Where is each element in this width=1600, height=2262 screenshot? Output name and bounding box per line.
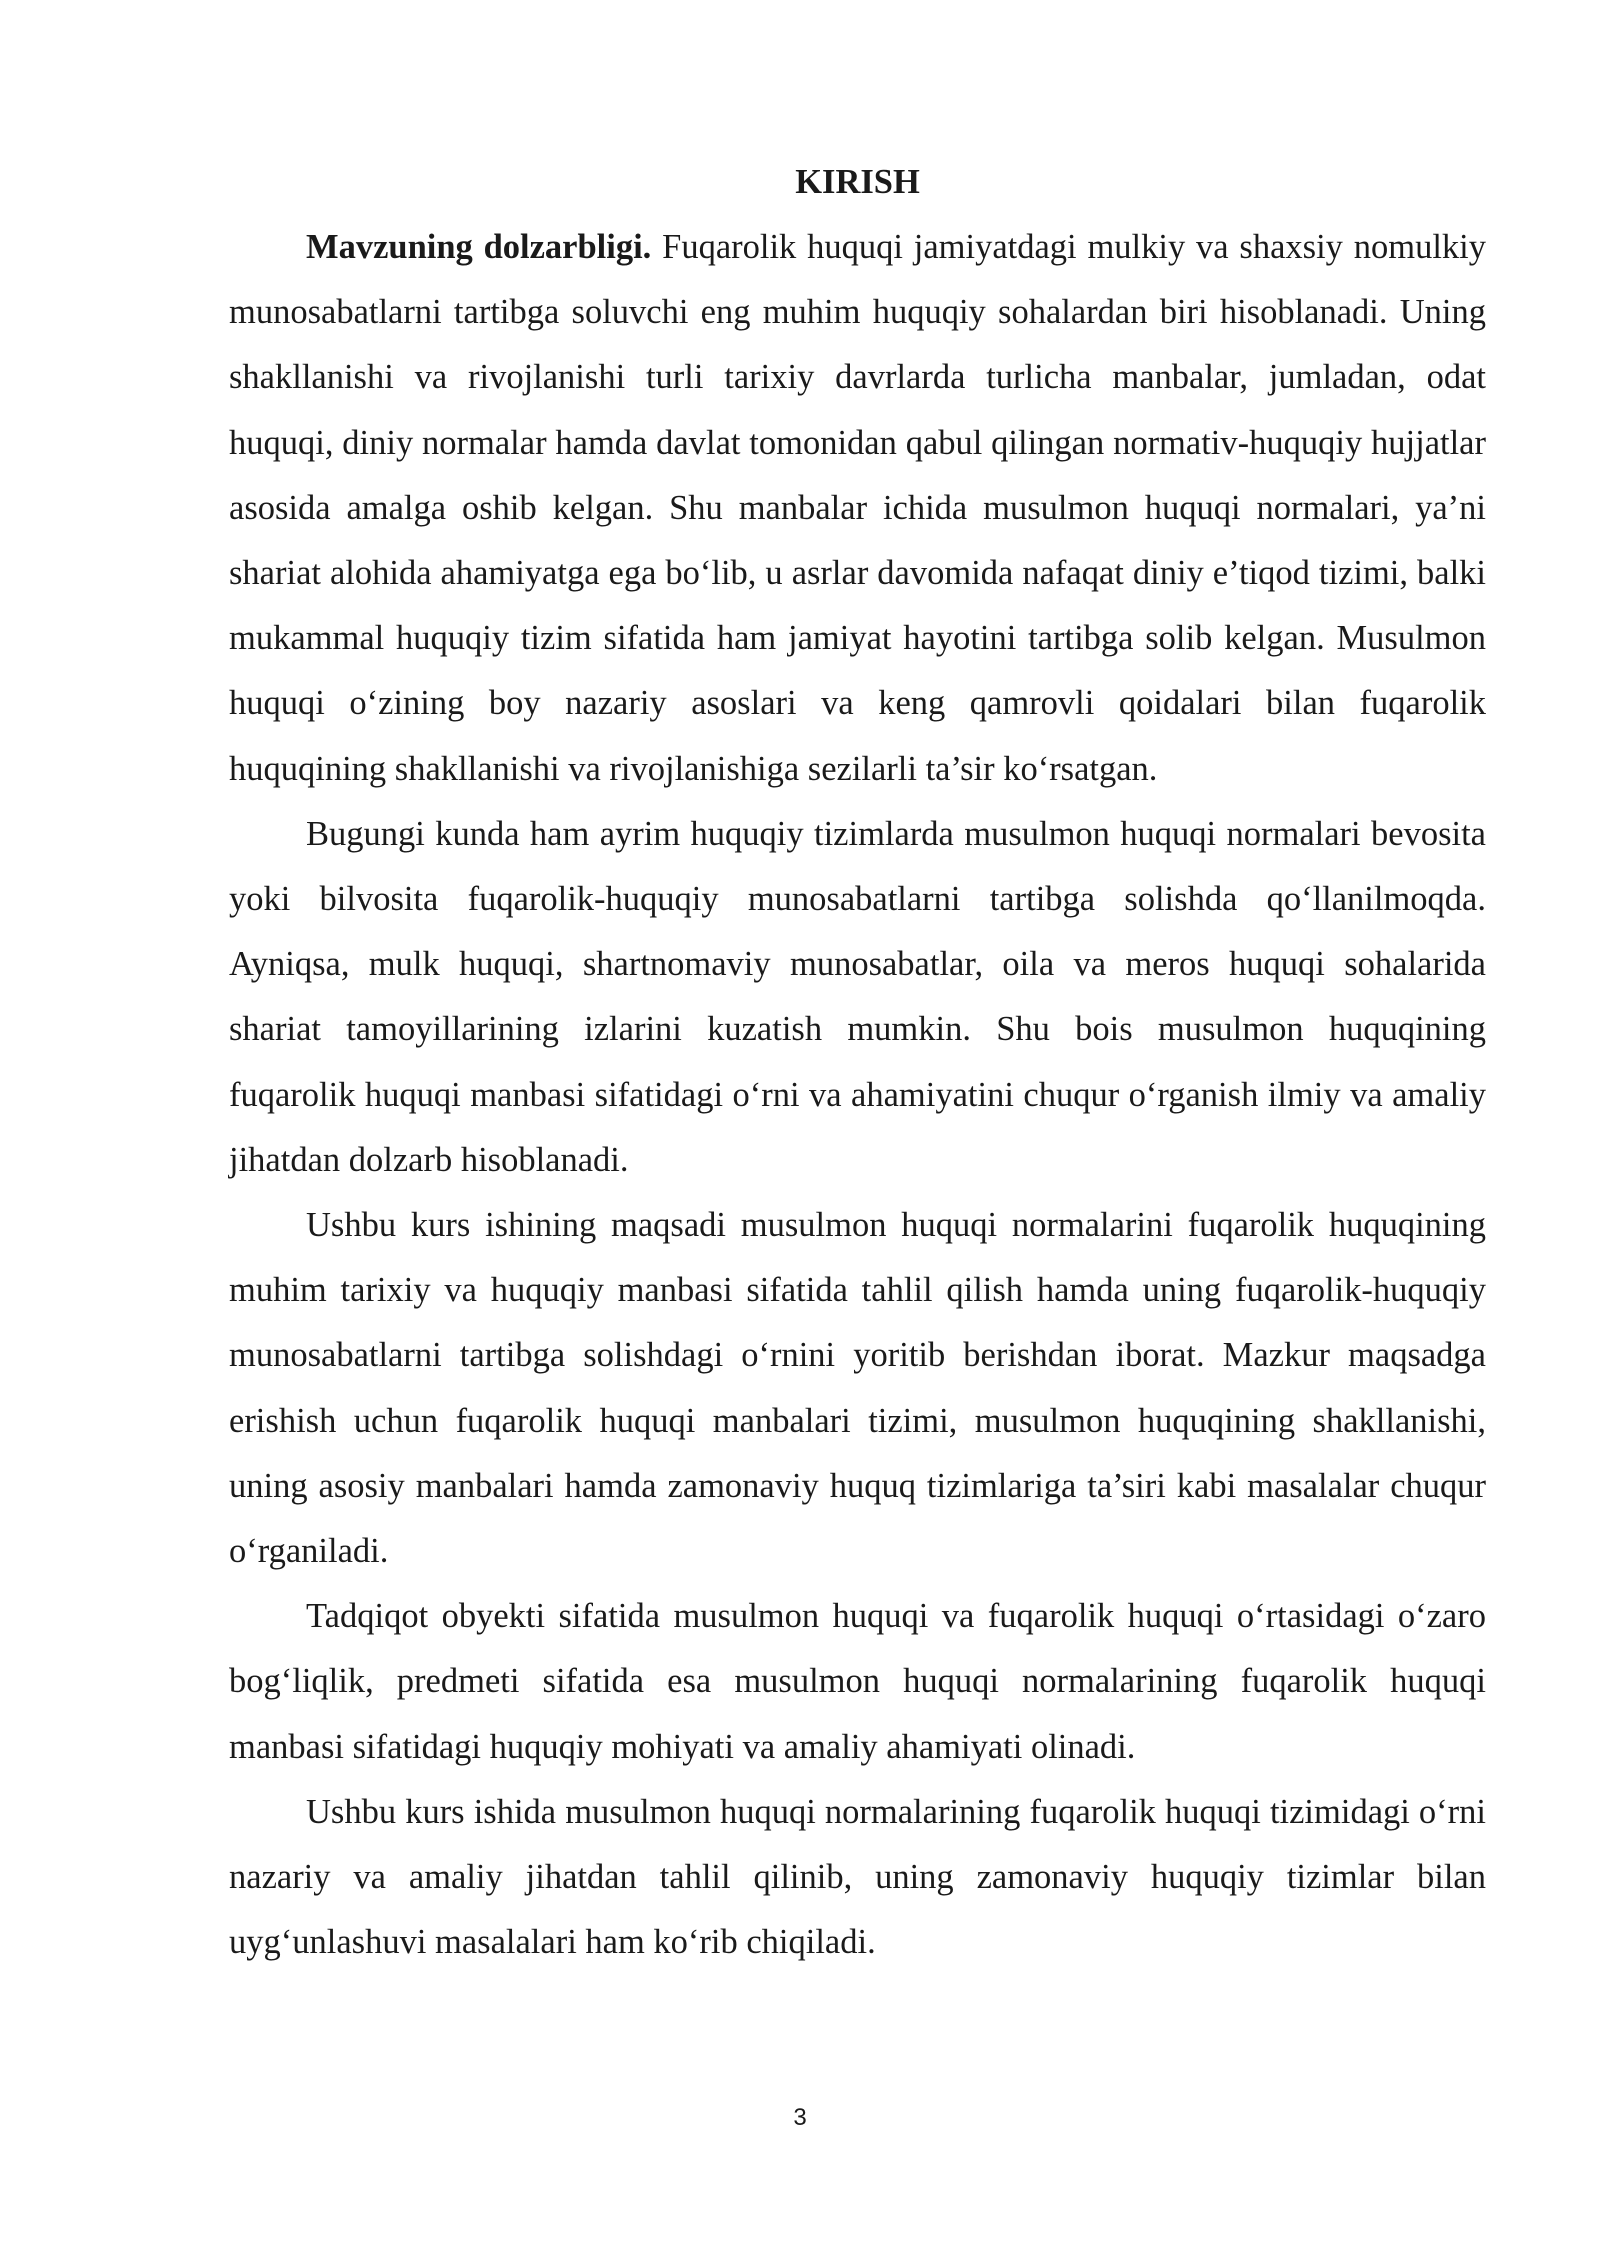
page-content bbox=[229, 150, 1486, 1975]
paragraph-object-subject: Tadqiqot obyekti sifatida musulmon huquqi va fuqarolik huquqi o‘rtasidagi o‘zaro bog‘liqlik, predmeti sifatida esa musulmon huquqi normalarining fuqarolik huquqi manbasi sifatidagi huquqiy mohiyati va amaliy ahamiyati olinadi. bbox=[229, 1597, 1486, 1766]
paragraph-current-use: Bugungi kunda ham ayrim huquqiy tizimlarda musulmon huquqi normalari bevosita yoki bilvosita fuqarolik-huquqiy munosabatlarni tartibga solishda qo‘llanilmoqda. Ayniqsa, mulk huquqi, shartnomaviy munosabatlar, oila va meros huquqi sohalarida shariat tamoyillarining izlarini kuzatish mumkin. Shu bois musulmon huquqining fuqarolik huquqi manbasi sifatidagi o‘rni va ahamiyatini chuqur o‘rganish ilmiy va amaliy jihatdan dolzarb hisoblanadi. bbox=[229, 814, 1486, 1179]
page-number: 3 bbox=[793, 2104, 807, 2131]
paragraph-lead: Mavzuning dolzarbligi. bbox=[306, 228, 652, 266]
paragraph-goal: Ushbu kurs ishining maqsadi musulmon huquqi normalarini fuqarolik huquqining muhim tarixiy va huquqiy manbasi sifatida tahlil qilish hamda uning fuqarolik-huquqiy munosabatlarni tartibga solishdagi o‘rnini yoritib berishdan iborat. Mazkur maqsadga erishish uchun fuqarolik huquqi manbalari tizimi, musulmon huquqining shakllanishi, uning asosiy manbalari hamda zamonaviy huquq tizimlariga ta’siri kabi masalalar chuqur o‘rganiladi. bbox=[229, 1206, 1486, 1571]
page-title: KIRISH bbox=[795, 163, 920, 201]
paragraph-text: Fuqarolik huquqi jamiyatdagi mulkiy va shaxsiy nomulkiy munosabatlarni tartibga soluvchi eng muhim huquqiy sohalardan biri hisoblanadi. Uning shakllanishi va rivojlanishi turli tarixiy davrlarda turlicha manbalar, jumladan, odat huquqi, diniy normalar hamda davlat tomonidan qabul qilingan normativ-huquqiy hujjatlar asosida amalga oshib kelgan. Shu manbalar ichida musulmon huquqi normalari, ya’ni shariat alohida ahamiyatga ega bo‘lib, u asrlar davomida nafaqat diniy e’tiqod tizimi, balki mukammal huquqiy tizim sifatida ham jamiyat hayotini tartibga solib kelgan. Musulmon huquqi o‘zining boy nazariy asoslari va keng qamrovli qoidalari bilan fuqarolik huquqining shakllanishi va rivojlanishiga sezilarli ta’sir ko‘rsatgan. bbox=[229, 228, 1486, 788]
paragraph-scope: Ushbu kurs ishida musulmon huquqi normalarining fuqarolik huquqi tizimidagi o‘rni nazariy va amaliy jihatdan tahlil qilinib, uning zamonaviy huquqiy tizimlar bilan uyg‘unlashuvi masalalari ham ko‘rib chiqiladi. bbox=[229, 1792, 1486, 1962]
paragraph-relevance bbox=[229, 215, 1486, 802]
